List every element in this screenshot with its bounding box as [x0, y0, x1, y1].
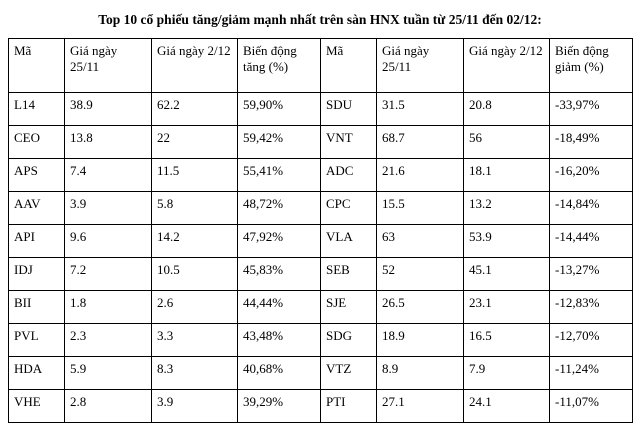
cell-gainer-code: L14 — [9, 93, 65, 126]
cell-loser-code: PTI — [321, 390, 377, 423]
cell-gainer-price-start: 1.8 — [65, 291, 152, 324]
cell-gainer-price-start: 7.4 — [65, 159, 152, 192]
cell-gainer-price-end: 5.8 — [152, 192, 238, 225]
cell-loser-code: VLA — [321, 225, 377, 258]
cell-loser-price-end: 20.8 — [464, 93, 550, 126]
cell-loser-price-start: 52 — [377, 258, 464, 291]
cell-loser-price-start: 31.5 — [377, 93, 464, 126]
cell-loser-price-end: 16.5 — [464, 324, 550, 357]
cell-gainer-price-start: 2.8 — [65, 390, 152, 423]
table-row — [9, 357, 633, 390]
table-row — [9, 93, 633, 126]
cell-gainer-price-start: 38.9 — [65, 93, 152, 126]
cell-gainer-code: APS — [9, 159, 65, 192]
cell-gainer-price-end: 14.2 — [152, 225, 238, 258]
cell-gainer-change: 59,42% — [238, 126, 321, 159]
cell-loser-price-end: 23.1 — [464, 291, 550, 324]
cell-gainer-price-start: 2.3 — [65, 324, 152, 357]
cell-loser-price-end: 53.9 — [464, 225, 550, 258]
cell-gainer-code: AAV — [9, 192, 65, 225]
cell-gainer-code: API — [9, 225, 65, 258]
cell-loser-price-end: 56 — [464, 126, 550, 159]
cell-loser-change: -33,97% — [550, 93, 633, 126]
cell-loser-change: -11,07% — [550, 390, 633, 423]
cell-gainer-change: 55,41% — [238, 159, 321, 192]
cell-gainer-change: 47,92% — [238, 225, 321, 258]
column-header-gainers-price-start: Giá ngày 25/11 — [65, 39, 152, 93]
table-row — [9, 390, 633, 423]
cell-loser-change: -12,70% — [550, 324, 633, 357]
page-title: Top 10 cổ phiếu tăng/giảm mạnh nhất trên sàn HNX tuần từ 25/11 đến 02/12: — [98, 12, 542, 27]
table-row — [9, 159, 633, 192]
cell-gainer-code: VHE — [9, 390, 65, 423]
cell-loser-code: SDG — [321, 324, 377, 357]
cell-loser-code: CPC — [321, 192, 377, 225]
cell-gainer-code: PVL — [9, 324, 65, 357]
cell-gainer-price-start: 5.9 — [65, 357, 152, 390]
cell-gainer-code: CEO — [9, 126, 65, 159]
cell-gainer-price-start: 3.9 — [65, 192, 152, 225]
cell-loser-change: -18,49% — [550, 126, 633, 159]
cell-gainer-price-end: 10.5 — [152, 258, 238, 291]
table-row — [9, 225, 633, 258]
cell-gainer-price-start: 9.6 — [65, 225, 152, 258]
cell-gainer-code: IDJ — [9, 258, 65, 291]
cell-loser-change: -14,84% — [550, 192, 633, 225]
cell-gainer-code: HDA — [9, 357, 65, 390]
cell-loser-price-end: 18.1 — [464, 159, 550, 192]
cell-loser-price-start: 68.7 — [377, 126, 464, 159]
cell-loser-price-start: 18.9 — [377, 324, 464, 357]
table-row — [9, 192, 633, 225]
cell-loser-code: SJE — [321, 291, 377, 324]
cell-gainer-price-end: 8.3 — [152, 357, 238, 390]
cell-loser-change: -16,20% — [550, 159, 633, 192]
stock-movers-table — [8, 38, 633, 423]
cell-loser-price-end: 45.1 — [464, 258, 550, 291]
cell-gainer-price-end: 62.2 — [152, 93, 238, 126]
cell-gainer-change: 45,83% — [238, 258, 321, 291]
cell-loser-price-end: 7.9 — [464, 357, 550, 390]
cell-loser-code: VTZ — [321, 357, 377, 390]
cell-loser-price-start: 15.5 — [377, 192, 464, 225]
cell-loser-code: VNT — [321, 126, 377, 159]
table-container — [0, 38, 640, 423]
column-header-losers-code: Mã — [321, 39, 377, 93]
cell-loser-price-end: 24.1 — [464, 390, 550, 423]
column-header-gainers-change: Biến động tăng (%) — [238, 39, 321, 93]
cell-gainer-change: 44,44% — [238, 291, 321, 324]
cell-gainer-change: 43,48% — [238, 324, 321, 357]
column-header-gainers-code: Mã — [9, 39, 65, 93]
cell-gainer-price-end: 3.3 — [152, 324, 238, 357]
cell-loser-code: ADC — [321, 159, 377, 192]
cell-loser-price-start: 8.9 — [377, 357, 464, 390]
cell-loser-change: -12,83% — [550, 291, 633, 324]
column-header-losers-price-end: Giá ngày 2/12 — [464, 39, 550, 93]
cell-gainer-price-end: 3.9 — [152, 390, 238, 423]
cell-loser-price-start: 63 — [377, 225, 464, 258]
table-row — [9, 291, 633, 324]
cell-gainer-code: BII — [9, 291, 65, 324]
table-row — [9, 126, 633, 159]
cell-gainer-price-end: 2.6 — [152, 291, 238, 324]
cell-gainer-price-end: 22 — [152, 126, 238, 159]
cell-gainer-change: 40,68% — [238, 357, 321, 390]
column-header-losers-change: Biến động giảm (%) — [550, 39, 633, 93]
table-row — [9, 258, 633, 291]
cell-loser-change: -13,27% — [550, 258, 633, 291]
table-row — [9, 324, 633, 357]
cell-loser-code: SEB — [321, 258, 377, 291]
cell-gainer-price-end: 11.5 — [152, 159, 238, 192]
table-header — [9, 39, 633, 93]
cell-gainer-price-start: 7.2 — [65, 258, 152, 291]
column-header-gainers-price-end: Giá ngày 2/12 — [152, 39, 238, 93]
cell-loser-change: -14,44% — [550, 225, 633, 258]
cell-gainer-change: 39,29% — [238, 390, 321, 423]
cell-loser-change: -11,24% — [550, 357, 633, 390]
cell-gainer-change: 59,90% — [238, 93, 321, 126]
cell-gainer-price-start: 13.8 — [65, 126, 152, 159]
table-header-row — [9, 39, 633, 93]
cell-loser-price-start: 27.1 — [377, 390, 464, 423]
column-header-losers-price-start: Giá ngày 25/11 — [377, 39, 464, 93]
cell-loser-code: SDU — [321, 93, 377, 126]
table-body — [9, 93, 633, 423]
cell-loser-price-start: 21.6 — [377, 159, 464, 192]
cell-loser-price-start: 26.5 — [377, 291, 464, 324]
cell-gainer-change: 48,72% — [238, 192, 321, 225]
cell-loser-price-end: 13.2 — [464, 192, 550, 225]
